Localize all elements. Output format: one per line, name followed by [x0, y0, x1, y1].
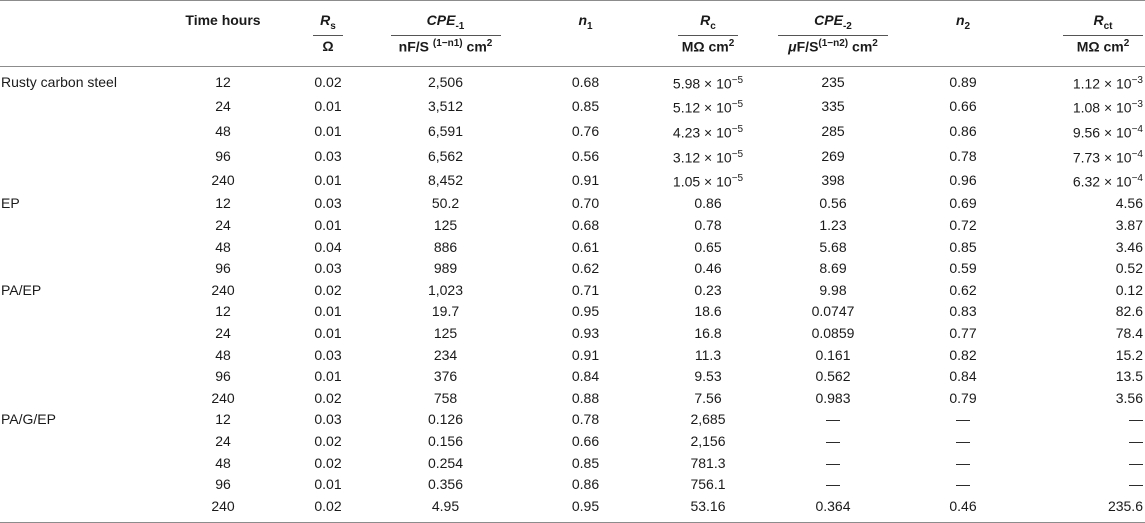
- cell-rc: 2,685: [690, 411, 726, 428]
- cell-n1: 0.95: [571, 303, 600, 320]
- cell-material: [0, 258, 163, 280]
- cell-time: 96: [215, 476, 231, 493]
- table-row: [0, 66, 1145, 94]
- cell-cpe2: —: [826, 476, 840, 493]
- cell-time: 24: [215, 324, 231, 341]
- cell-rs: 0.02: [314, 281, 342, 298]
- cell-n2: 0.83: [949, 303, 977, 320]
- cell-time: 12: [215, 411, 231, 428]
- cell-rct: 82.6: [1115, 303, 1143, 320]
- cell-material: [0, 119, 163, 144]
- cell-material: [0, 474, 163, 496]
- table-row: [0, 168, 1145, 193]
- n1-symbol: n: [578, 12, 587, 28]
- cell-n2: 0.84: [949, 368, 977, 385]
- cell-cpe2: 335: [821, 98, 845, 115]
- cell-material: [0, 452, 163, 474]
- cell-cpe2: 0.161: [815, 346, 851, 363]
- cell-material: [0, 168, 163, 193]
- cpe2-symbol: CPE: [814, 12, 843, 28]
- cell-cpe2: 0.0859: [811, 324, 855, 341]
- cell-n2: 0.77: [949, 324, 977, 341]
- cell-material: Rusty carbon steel: [1, 73, 117, 90]
- cell-rs: 0.02: [314, 432, 342, 449]
- cell-material: EP: [1, 195, 20, 212]
- cell-n1: 0.68: [571, 216, 600, 233]
- table-row: [0, 279, 1145, 301]
- cell-n2: 0.89: [949, 73, 977, 90]
- cell-rct: 0.12: [1115, 281, 1143, 298]
- n1-subscript: 1: [587, 20, 593, 32]
- cell-cpe2: 0.562: [815, 368, 851, 385]
- cell-n1: 0.85: [571, 98, 600, 115]
- cell-n1: 0.56: [571, 147, 600, 164]
- header-rct: [1023, 1, 1145, 36]
- header-time: Time hours: [185, 12, 261, 28]
- unit-blank-0: [0, 36, 163, 67]
- table-row: [0, 94, 1145, 119]
- cell-rct: —: [1129, 432, 1143, 449]
- cell-cpe1: 6,562: [427, 147, 464, 164]
- cell-rs: 0.02: [314, 389, 342, 406]
- cell-cpe1: 4.95: [431, 497, 460, 514]
- cell-rc: 7.56: [694, 389, 722, 406]
- cell-time: 12: [215, 195, 231, 212]
- unit-blank-n2: [903, 36, 1023, 67]
- header-rs: [283, 1, 373, 36]
- cell-n1: 0.93: [571, 324, 600, 341]
- cell-rc: 0.78: [694, 216, 722, 233]
- cell-cpe2: 0.364: [815, 497, 851, 514]
- cell-material: [0, 344, 163, 366]
- cell-rs: 0.03: [314, 411, 342, 428]
- cell-rct: 0.52: [1115, 260, 1143, 277]
- rc-subscript: c: [710, 20, 716, 32]
- cell-cpe2: 1.23: [819, 216, 847, 233]
- cell-n1: 0.61: [571, 238, 600, 255]
- cell-rct: 4.56: [1115, 195, 1143, 212]
- table-header: [0, 1, 1145, 67]
- cell-rc: 0.86: [694, 195, 722, 212]
- cell-cpe2: 0.983: [815, 389, 851, 406]
- table-row: [0, 323, 1145, 345]
- cpe2-subscript: -2: [842, 20, 852, 32]
- cell-time: 240: [211, 281, 235, 298]
- cell-cpe1: 50.2: [431, 195, 460, 212]
- cell-n1: 0.78: [571, 411, 600, 428]
- cell-cpe1: 8,452: [427, 172, 464, 189]
- unit-cpe2: $\mu F/S^{(1-n2)}$ $cm^2$: [788, 37, 878, 55]
- cell-rc: 11.3: [694, 346, 722, 363]
- rc-symbol: R: [700, 12, 711, 28]
- table-row: [0, 258, 1145, 280]
- cell-rct: $6.32 \times 10^{-4}$: [1072, 173, 1143, 191]
- n2-subscript: 2: [964, 20, 971, 32]
- cell-material: [0, 387, 163, 409]
- cell-material: [0, 215, 163, 237]
- cell-cpe2: 8.69: [819, 260, 847, 277]
- cell-material: [0, 144, 163, 169]
- cell-time: 96: [215, 147, 231, 164]
- cell-rc: 16.8: [694, 324, 722, 341]
- cell-rs: 0.03: [314, 147, 342, 164]
- cell-rc: 2,156: [690, 432, 726, 449]
- cell-n2: 0.78: [949, 147, 977, 164]
- cell-rct: —: [1129, 454, 1143, 471]
- rs-symbol: R: [320, 12, 331, 28]
- cell-n1: 0.62: [571, 260, 600, 277]
- cell-rct: 3.56: [1115, 389, 1143, 406]
- cell-rct: $1.12 \times 10^{-3}$: [1072, 74, 1143, 92]
- cell-rs: 0.03: [314, 195, 342, 212]
- unit-rct: MΩ $cm^2$: [1076, 37, 1130, 55]
- cell-rct: 3.87: [1115, 216, 1143, 233]
- cell-cpe1: 0.254: [427, 454, 464, 471]
- cell-material: PA/G/EP: [1, 411, 56, 428]
- cell-time: 48: [215, 346, 231, 363]
- cell-n1: 0.70: [571, 195, 600, 212]
- cell-time: 12: [215, 303, 231, 320]
- cell-cpe2: 269: [821, 147, 845, 164]
- cell-cpe1: 0.126: [427, 411, 464, 428]
- cell-cpe1: 125: [433, 324, 458, 341]
- table-row: [0, 474, 1145, 496]
- cell-n2: —: [956, 432, 970, 449]
- table-row: [0, 301, 1145, 323]
- cell-n2: 0.86: [949, 122, 977, 139]
- cell-material: [0, 495, 163, 522]
- cell-cpe1: 125: [433, 216, 458, 233]
- cell-n2: 0.96: [949, 172, 977, 189]
- cell-cpe1: 2,506: [427, 73, 464, 90]
- cell-time: 12: [215, 73, 231, 90]
- cell-cpe2: —: [826, 454, 840, 471]
- cell-rc: $5.98 \times 10^{-5}$: [672, 74, 744, 92]
- cell-time: 96: [215, 260, 231, 277]
- cell-n1: 0.86: [571, 476, 600, 493]
- cell-n2: 0.66: [949, 98, 977, 115]
- rct-subscript: ct: [1103, 20, 1113, 32]
- cell-rc: 781.3: [690, 454, 726, 471]
- unit-blank-n1: [518, 36, 653, 67]
- cell-cpe1: 0.356: [427, 476, 464, 493]
- cell-time: 24: [215, 432, 231, 449]
- cell-n2: 0.62: [949, 281, 977, 298]
- cell-n1: 0.68: [571, 73, 600, 90]
- cell-time: 240: [211, 497, 235, 514]
- unit-blank-1: [163, 36, 283, 67]
- cell-time: 48: [215, 122, 231, 139]
- cell-rc: 9.53: [694, 368, 722, 385]
- table-row: [0, 193, 1145, 215]
- cell-rs: 0.01: [314, 122, 342, 139]
- cell-rct: $7.73 \times 10^{-4}$: [1072, 148, 1143, 166]
- cell-material: [0, 366, 163, 388]
- cell-cpe1: 1,023: [427, 281, 464, 298]
- cell-rc: $4.23 \times 10^{-5}$: [672, 124, 744, 141]
- cell-cpe2: —: [826, 411, 840, 428]
- unit-rc: MΩ $cm^2$: [681, 37, 735, 55]
- cell-rc: 0.46: [694, 260, 722, 277]
- cell-n2: 0.69: [949, 195, 977, 212]
- cell-time: 240: [211, 389, 235, 406]
- cell-material: [0, 323, 163, 345]
- cell-n2: 0.46: [949, 497, 977, 514]
- cell-cpe2: —: [826, 432, 840, 449]
- cell-n2: 0.59: [949, 260, 977, 277]
- cell-cpe1: 6,591: [427, 122, 464, 139]
- cell-rct: 13.5: [1115, 368, 1143, 385]
- cell-n1: 0.91: [571, 172, 600, 189]
- cell-rc: 18.6: [694, 303, 722, 320]
- cell-cpe1: 886: [433, 238, 458, 255]
- cell-cpe2: 5.68: [819, 238, 847, 255]
- cell-cpe1: 376: [433, 368, 458, 385]
- cell-rc: 53.16: [690, 497, 726, 514]
- header-cpe2: [763, 1, 903, 36]
- cell-n1: 0.91: [571, 346, 600, 363]
- cell-rs: 0.04: [314, 238, 342, 255]
- cpe1-subscript: -1: [455, 20, 465, 32]
- cell-material: [0, 94, 163, 119]
- cell-n1: 0.84: [571, 368, 600, 385]
- cell-rct: 235.6: [1107, 497, 1143, 514]
- cell-rc: 756.1: [690, 476, 726, 493]
- table-row: [0, 495, 1145, 522]
- rs-subscript: s: [330, 20, 336, 32]
- cell-material: [0, 431, 163, 453]
- cell-rct: —: [1129, 411, 1143, 428]
- cell-time: 96: [215, 368, 231, 385]
- cell-cpe2: 235: [821, 73, 845, 90]
- table-row: [0, 344, 1145, 366]
- cell-rs: 0.01: [314, 303, 342, 320]
- cell-rs: 0.01: [314, 476, 342, 493]
- cell-rs: 0.01: [314, 98, 342, 115]
- cell-n1: 0.76: [571, 122, 600, 139]
- cell-material: [0, 236, 163, 258]
- cell-n2: 0.82: [949, 346, 977, 363]
- cell-cpe1: 3,512: [427, 98, 464, 115]
- table-body: [0, 66, 1145, 522]
- cell-rs: 0.02: [314, 73, 342, 90]
- table-row: [0, 236, 1145, 258]
- cell-cpe1: 989: [433, 260, 458, 277]
- cell-n1: 0.71: [571, 281, 600, 298]
- cell-n1: 0.95: [571, 497, 600, 514]
- cell-n2: 0.72: [949, 216, 977, 233]
- header-n2: [903, 1, 1023, 36]
- cell-rct: —: [1129, 476, 1143, 493]
- cell-rct: 3.46: [1115, 238, 1143, 255]
- cell-n2: 0.79: [949, 389, 977, 406]
- cell-rs: 0.02: [314, 454, 342, 471]
- cell-n1: 0.66: [571, 432, 600, 449]
- cell-time: 24: [215, 98, 231, 115]
- unit-rs: Ω: [322, 37, 334, 54]
- cell-rs: 0.02: [314, 497, 342, 514]
- cell-rct: $9.56 \times 10^{-4}$: [1072, 124, 1143, 141]
- cell-rs: 0.03: [314, 346, 342, 363]
- header-cpe1: [373, 1, 518, 36]
- table-row: [0, 119, 1145, 144]
- cell-rc: $5.12 \times 10^{-5}$: [672, 99, 744, 117]
- header-n1: [518, 1, 653, 36]
- cell-n2: —: [956, 476, 970, 493]
- table-row: [0, 452, 1145, 474]
- table-row: [0, 431, 1145, 453]
- cell-cpe1: 234: [433, 346, 458, 363]
- cell-material: [0, 301, 163, 323]
- cell-time: 48: [215, 454, 231, 471]
- cell-rc: 0.65: [694, 238, 722, 255]
- cell-rs: 0.01: [314, 324, 342, 341]
- cell-time: 24: [215, 216, 231, 233]
- cell-time: 48: [215, 238, 231, 255]
- cell-rc: $3.12 \times 10^{-5}$: [672, 148, 744, 166]
- header-rc: [653, 1, 763, 36]
- table-row: [0, 409, 1145, 431]
- cell-rc: $1.05 \times 10^{-5}$: [672, 173, 744, 191]
- cell-n2: 0.85: [949, 238, 977, 255]
- cpe1-symbol: CPE: [426, 12, 456, 28]
- cell-cpe2: 285: [821, 122, 845, 139]
- cell-rs: 0.01: [314, 368, 342, 385]
- table-row: [0, 387, 1145, 409]
- cell-cpe1: 19.7: [431, 303, 460, 320]
- n2-symbol: n: [955, 12, 965, 28]
- table-row: [0, 215, 1145, 237]
- cell-cpe1: 0.156: [427, 432, 464, 449]
- cell-cpe1: 758: [433, 389, 458, 406]
- cell-material: PA/EP: [1, 281, 42, 298]
- cell-n2: —: [956, 454, 970, 471]
- cell-cpe2: 398: [821, 172, 845, 189]
- cell-rct: $1.08 \times 10^{-3}$: [1072, 99, 1143, 117]
- cell-time: 240: [211, 172, 235, 189]
- cell-cpe2: 9.98: [819, 281, 847, 298]
- cell-n2: —: [956, 411, 970, 428]
- cell-cpe2: 0.0747: [811, 303, 855, 320]
- cell-cpe2: 0.56: [819, 195, 847, 212]
- cell-rc: 0.23: [694, 281, 722, 298]
- cell-rs: 0.03: [314, 260, 342, 277]
- cell-n1: 0.88: [571, 389, 600, 406]
- cell-n1: 0.85: [571, 454, 600, 471]
- unit-cpe1: nF/S $^{(1-n1)}$ $cm^2$: [398, 37, 493, 55]
- cell-rs: 0.01: [314, 172, 342, 189]
- cell-rs: 0.01: [314, 216, 342, 233]
- table-row: [0, 366, 1145, 388]
- header-blank: [0, 1, 163, 36]
- cell-rct: 78.4: [1115, 324, 1143, 341]
- table-row: [0, 144, 1145, 169]
- rct-symbol: R: [1093, 12, 1104, 28]
- cell-rct: 15.2: [1115, 346, 1143, 363]
